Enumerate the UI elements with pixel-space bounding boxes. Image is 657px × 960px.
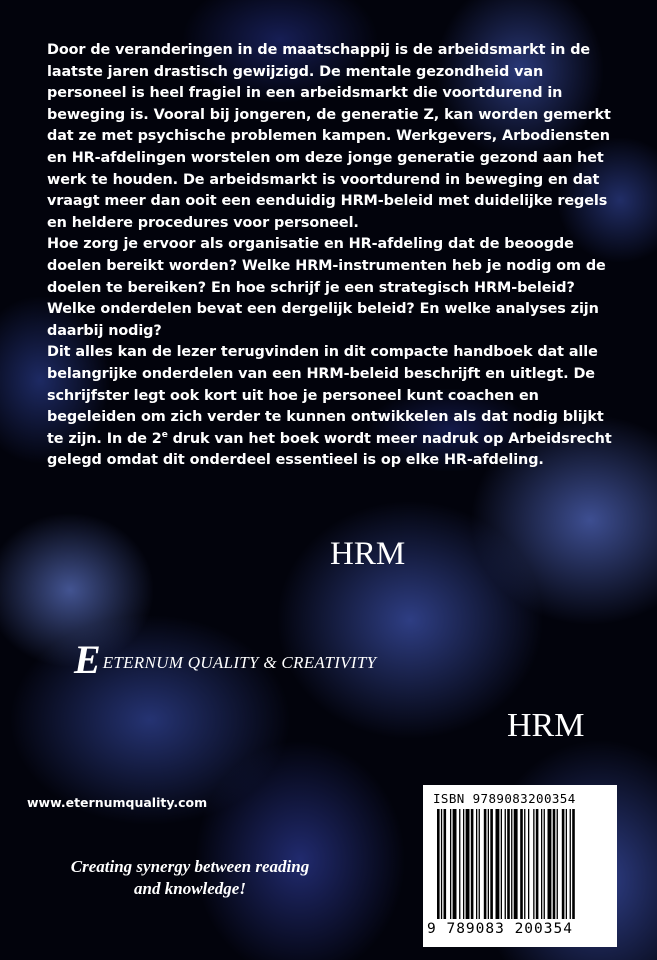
publisher-website-link[interactable]: www.eternumquality.com bbox=[27, 795, 208, 810]
barcode-bar bbox=[548, 809, 552, 919]
publisher-name: ETERNUM QUALITY & CREATIVITY bbox=[102, 653, 377, 672]
barcode-bar bbox=[463, 809, 464, 919]
isbn-barcode bbox=[423, 785, 617, 947]
barcode-bar bbox=[501, 809, 502, 919]
barcode-bar bbox=[471, 809, 474, 919]
barcode-bar bbox=[524, 809, 525, 919]
barcode-bar bbox=[444, 809, 447, 919]
publisher-tagline: Creating synergy between reading and knowledge! bbox=[70, 857, 310, 898]
barcode-bar bbox=[533, 809, 534, 919]
back-cover-blurb bbox=[47, 40, 617, 472]
barcode-bar bbox=[484, 809, 487, 919]
barcode-bar bbox=[520, 809, 523, 919]
blurb-paragraph-1: Door de veranderingen in de maatschappij is de arbeidsmarkt in de laatste jaren drastisch gewijzigd. De mentale gezondheid van personeel is heel fragiel in een arbeidsmarkt die voortdurend in beweging is. Vooral bij jongeren, de generatie Z, kan worden gemerkt dat ze met psychische problemen kampen. Werkgevers, Arbodiensten en HR-afdelingen worstelen om deze jonge generatie gezond aan het werk te houden. De arbeidsmarkt is voortdurend in beweging en dat vraagt meer dan ooit een eenduidig HRM-beleid met duidelijke regels en heldere procedures voor personeel. bbox=[47, 42, 611, 231]
publisher-logo bbox=[74, 636, 376, 680]
isbn-label: ISBN 9789083200354 bbox=[433, 791, 576, 806]
barcode-bar bbox=[553, 809, 556, 919]
blurb-p3-end: druk van het boek wordt meer nadruk op Arbeidsrecht gelegd omdat dit onderdeel essentieel is op elke HR-afdeling. bbox=[47, 430, 612, 469]
barcode-bar bbox=[505, 809, 506, 919]
barcode-bar bbox=[488, 809, 489, 919]
barcode-bar bbox=[450, 809, 451, 919]
barcode-bar bbox=[496, 809, 500, 919]
barcode-bar bbox=[490, 809, 493, 919]
book-title-center: HRM bbox=[330, 536, 406, 572]
barcode-bar bbox=[507, 809, 510, 919]
barcode-bar bbox=[476, 809, 477, 919]
barcode-bar bbox=[466, 809, 470, 919]
barcode-digits: 9 789083 200354 bbox=[427, 921, 573, 937]
barcode-bar bbox=[437, 809, 440, 919]
barcode-bar bbox=[514, 809, 518, 919]
barcode-bar bbox=[562, 809, 565, 919]
blurb-p3-start: Dit alles kan de lezer terugvinden in dit compacte handboek dat alle belangrijke onderdelen van een HRM-beleid beschrijft en uitlegt. De schrijfster legt ook kort uit hoe je personeel kunt coachen en begeleiden om zich verder te kunnen ontwikkelen als dat nodig blijkt te zijn. In de 2 bbox=[47, 344, 604, 447]
blurb-paragraph-3 bbox=[47, 342, 617, 472]
barcode-bar bbox=[511, 809, 512, 919]
barcode-bar bbox=[459, 809, 460, 919]
barcode-bar bbox=[541, 809, 542, 919]
barcode-bar bbox=[572, 809, 575, 919]
edition-superscript: e bbox=[161, 429, 168, 440]
publisher-monogram-icon: E bbox=[74, 637, 101, 682]
barcode-bar bbox=[453, 809, 457, 919]
barcode-bars bbox=[437, 809, 607, 919]
barcode-bar bbox=[441, 809, 442, 919]
barcode-bar bbox=[557, 809, 558, 919]
barcode-bar bbox=[566, 809, 567, 919]
barcode-bar bbox=[479, 809, 480, 919]
barcode-bar bbox=[536, 809, 539, 919]
book-title-right: HRM bbox=[507, 707, 585, 744]
barcode-bar bbox=[544, 809, 545, 919]
barcode-bar bbox=[570, 809, 571, 919]
barcode-bar bbox=[528, 809, 529, 919]
blurb-paragraph-2: Hoe zorg je ervoor als organisatie en HR-afdeling dat de beoogde doelen bereikt worden? Welke HRM-instrumenten heb je nodig om de doelen te bereiken? En hoe schrijf je een strategisch HRM-beleid? Welke onderdelen bevat een dergelijk beleid? En welke analyses zijn daarbij nodig? bbox=[47, 236, 606, 339]
